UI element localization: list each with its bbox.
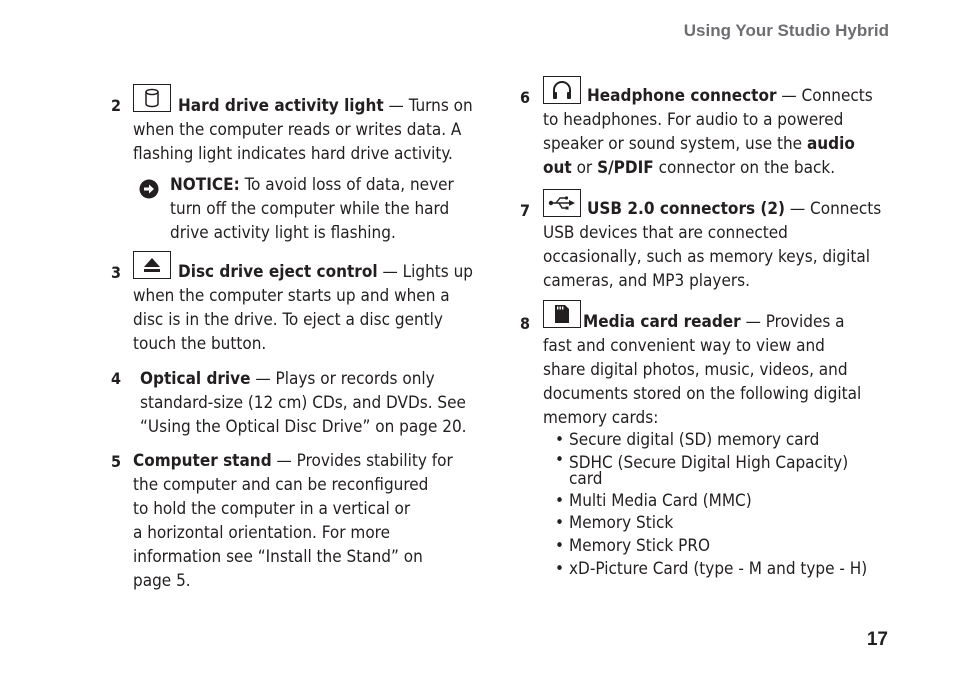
notice-block bbox=[170, 173, 454, 245]
list-item-sd: • Secure digital (SD) memory card bbox=[555, 429, 867, 452]
item4-line1 bbox=[140, 367, 467, 391]
item8-line1-text: — Provides a bbox=[740, 312, 845, 332]
item-number-6: 6 bbox=[520, 88, 531, 107]
item5-line2: the computer and can be reconfigured bbox=[133, 475, 429, 495]
eject-icon bbox=[143, 257, 161, 273]
item5-line5: information see “Install the Stand” on bbox=[133, 547, 423, 567]
item7-title: USB 2.0 connectors (2) bbox=[587, 199, 786, 219]
notice-icon bbox=[139, 179, 159, 199]
item2-desc bbox=[133, 118, 461, 166]
item7-line2: USB devices that are connected bbox=[543, 223, 788, 243]
item8-title: Media card reader bbox=[583, 312, 741, 332]
item3-line2: when the computer starts up and when a bbox=[133, 286, 450, 306]
item5-title: Computer stand bbox=[133, 451, 272, 471]
item5-line1 bbox=[133, 449, 453, 473]
item2-line2: when the computer reads or writes data. A bbox=[133, 120, 462, 140]
item2-line1 bbox=[178, 94, 473, 118]
item3-line1 bbox=[178, 260, 473, 284]
item5-line6: page 5. bbox=[133, 571, 191, 591]
running-header: Using Your Studio Hybrid bbox=[683, 21, 889, 40]
item6-desc bbox=[543, 108, 855, 180]
item6-spdif-label: S/PDIF bbox=[597, 158, 654, 178]
sdhc-line1: SDHC (Secure Digital High Capacity) bbox=[569, 452, 849, 473]
item6-line3 bbox=[543, 132, 855, 156]
item2-line3: flashing light indicates hard drive activity. bbox=[133, 144, 453, 164]
hard-drive-cylinder-icon bbox=[144, 88, 160, 108]
hard-drive-icon-box bbox=[133, 84, 171, 112]
item8-line4: documents stored on the following digital bbox=[543, 384, 862, 404]
item6-line1-text: — Connects bbox=[776, 86, 873, 106]
memory-card-list bbox=[555, 429, 867, 581]
page-number: 17 bbox=[866, 629, 888, 650]
item6-line1 bbox=[587, 84, 873, 108]
item8-desc bbox=[543, 334, 861, 430]
item6-line2: to headphones. For audio to a powered bbox=[543, 110, 844, 130]
notice-line1 bbox=[170, 173, 454, 197]
item6-line3-text: speaker or sound system, use the bbox=[543, 134, 807, 154]
item3-desc bbox=[133, 284, 450, 356]
item-number-3: 3 bbox=[111, 263, 122, 282]
item4-desc bbox=[140, 367, 467, 439]
usb-icon-box bbox=[543, 189, 581, 217]
item4-line2: standard-size (12 cm) CDs, and DVDs. See bbox=[140, 393, 466, 413]
notice-line3: drive activity light is flashing. bbox=[170, 223, 396, 243]
memory-card-bullets bbox=[555, 429, 867, 581]
headphone-icon-box bbox=[543, 76, 581, 104]
item6-out-label: out bbox=[543, 158, 572, 178]
item6-line4 bbox=[543, 156, 855, 180]
list-item-sdhc bbox=[555, 452, 867, 490]
notice-label: NOTICE: bbox=[170, 175, 240, 195]
headphone-icon bbox=[551, 80, 573, 100]
item3-line1-text: — Lights up bbox=[377, 262, 474, 282]
notice-line2: turn off the computer while the hard bbox=[170, 199, 450, 219]
item4-line1-text: — Plays or records only bbox=[250, 369, 435, 389]
item-number-7: 7 bbox=[520, 201, 531, 220]
item5-line4: a horizontal orientation. For more bbox=[133, 523, 390, 543]
list-item-memory-stick: • Memory Stick bbox=[555, 512, 867, 535]
item7-desc bbox=[543, 221, 870, 293]
item2-line1-text: — Turns on bbox=[383, 96, 473, 116]
sdhc-line2: card bbox=[569, 468, 603, 489]
media-card-icon-box bbox=[543, 300, 581, 328]
item7-line4: cameras, and MP3 players. bbox=[543, 271, 750, 291]
item8-line1 bbox=[583, 310, 845, 334]
item8-line5: memory cards: bbox=[543, 408, 659, 428]
item-number-2: 2 bbox=[111, 96, 122, 115]
item6-or-text: or bbox=[571, 158, 598, 178]
item-number-4: 4 bbox=[111, 369, 122, 388]
item5-desc bbox=[133, 449, 453, 593]
item6-line4-text: connector on the back. bbox=[653, 158, 836, 178]
item-number-8: 8 bbox=[520, 314, 531, 333]
item7-line1 bbox=[587, 197, 881, 221]
item3-line3: disc is in the drive. To eject a disc gently bbox=[133, 310, 443, 330]
item6-audio-label: audio bbox=[806, 134, 855, 154]
list-item-memory-stick-pro: • Memory Stick PRO bbox=[555, 535, 867, 558]
item6-title: Headphone connector bbox=[587, 86, 777, 106]
item4-title: Optical drive bbox=[140, 369, 251, 389]
notice-line1-text: To avoid loss of data, never bbox=[239, 175, 454, 195]
item7-line3: occasionally, such as memory keys, digital bbox=[543, 247, 870, 267]
eject-icon-box bbox=[133, 251, 171, 279]
media-card-icon bbox=[554, 304, 570, 324]
usb-icon bbox=[548, 195, 576, 211]
list-item-xd: • xD-Picture Card (type - M and type - H) bbox=[555, 558, 867, 581]
item7-line1-text: — Connects bbox=[785, 199, 882, 219]
item5-line1-text: — Provides stability for bbox=[271, 451, 453, 471]
item5-line3: to hold the computer in a vertical or bbox=[133, 499, 411, 519]
item2-title: Hard drive activity light bbox=[178, 96, 384, 116]
item8-line2: fast and convenient way to view and bbox=[543, 336, 825, 356]
item8-line3: share digital photos, music, videos, and bbox=[543, 360, 848, 380]
item3-title: Disc drive eject control bbox=[178, 262, 378, 282]
list-item-mmc: • Multi Media Card (MMC) bbox=[555, 490, 867, 513]
item-number-5: 5 bbox=[111, 452, 122, 471]
item4-line3: “Using the Optical Disc Drive” on page 20. bbox=[140, 417, 467, 437]
item3-line4: touch the button. bbox=[133, 334, 267, 354]
